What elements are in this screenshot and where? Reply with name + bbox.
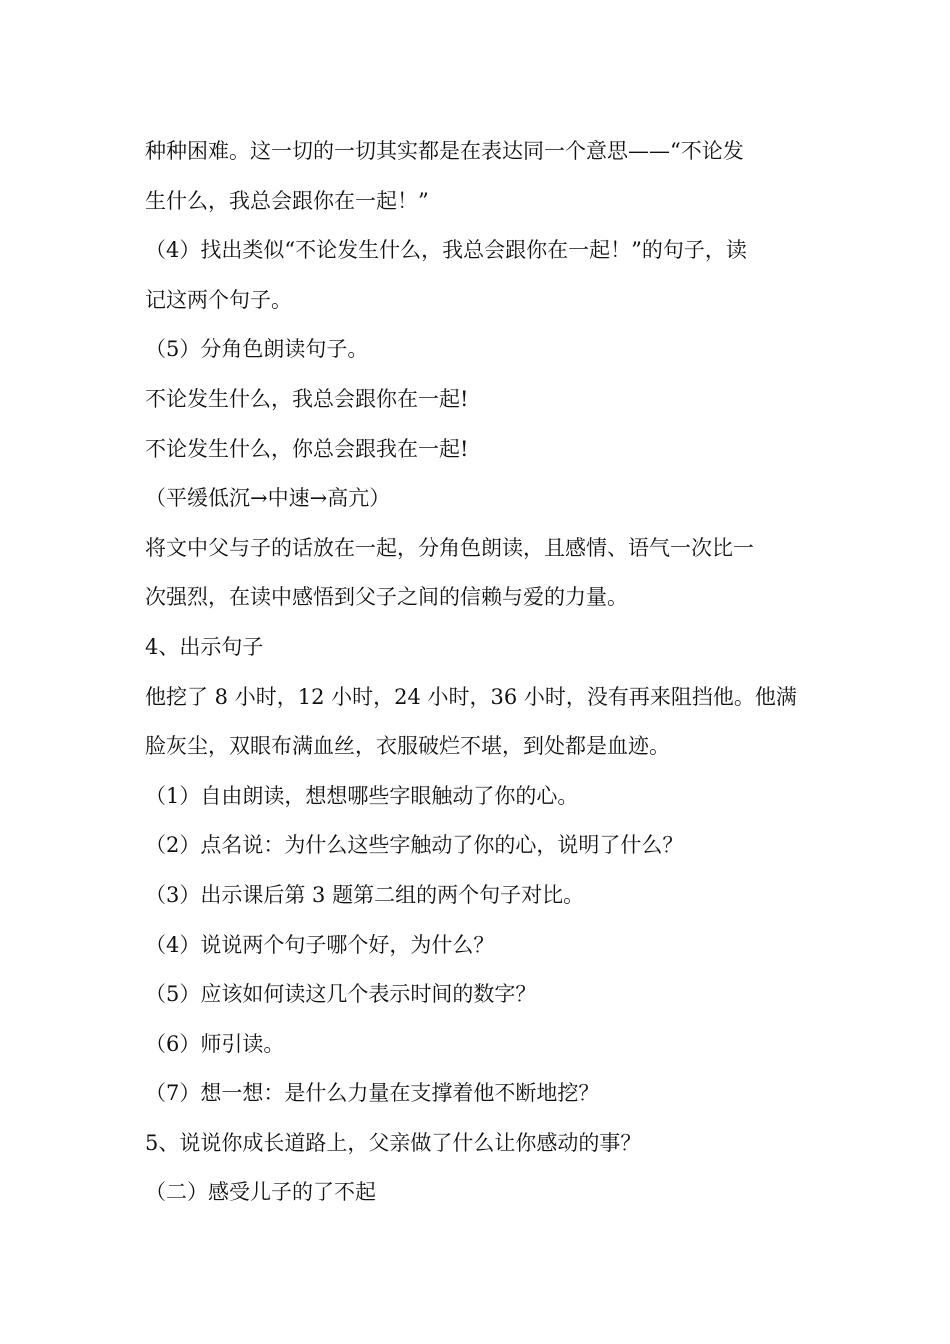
paragraph-line: 他挖了 8 小时，12 小时，24 小时，36 小时，没有再来阻挡他。他满 — [145, 684, 797, 709]
paragraph-line: （5）分角色朗读句子。 — [145, 337, 369, 362]
list-item: （3）出示课后第 3 题第二组的两个句子对比。 — [145, 882, 585, 907]
list-item: （2）点名说：为什么这些字触动了你的心，说明了什么？ — [145, 833, 684, 858]
paragraph-line: 不论发生什么，你总会跟我在一起! — [145, 436, 469, 461]
paragraph-line: 不论发生什么，我总会跟你在一起! — [145, 386, 469, 411]
paragraph-line: 将文中父与子的话放在一起，分角色朗读，且感情、语气一次比一 — [145, 535, 754, 560]
list-item: （1）自由朗读，想想哪些字眼触动了你的心。 — [145, 783, 579, 808]
paragraph-line: 脸灰尘，双眼布满血丝，衣服破烂不堪，到处都是血迹。 — [145, 734, 670, 759]
paragraph-line: （4）找出类似“不论发生什么，我总会跟你在一起！”的句子，读 — [145, 238, 747, 263]
list-item: （4）说说两个句子哪个好，为什么？ — [145, 932, 495, 957]
list-item: （6）师引读。 — [145, 1031, 285, 1056]
paragraph-line: 记这两个句子。 — [145, 287, 292, 312]
list-item: （7）想一想：是什么力量在支撑着他不断地挖？ — [145, 1081, 600, 1106]
paragraph-line: 次强烈，在读中感悟到父子之间的信赖与爱的力量。 — [145, 585, 628, 610]
section-heading: 4、出示句子 — [145, 634, 264, 659]
list-item: （5）应该如何读这几个表示时间的数字？ — [145, 982, 537, 1007]
paragraph-line: 生什么，我总会跟你在一起！” — [145, 188, 429, 213]
document-body — [145, 127, 815, 1218]
section-heading: 5、说说你成长道路上，父亲做了什么让你感动的事？ — [145, 1130, 642, 1155]
paragraph-line: （平缓低沉→中速→高亢） — [145, 486, 391, 511]
section-heading: （二）感受儿子的了不起 — [145, 1180, 376, 1205]
paragraph-line: 种种困难。这一切的一切其实都是在表达同一个意思——“不论发 — [145, 139, 744, 163]
